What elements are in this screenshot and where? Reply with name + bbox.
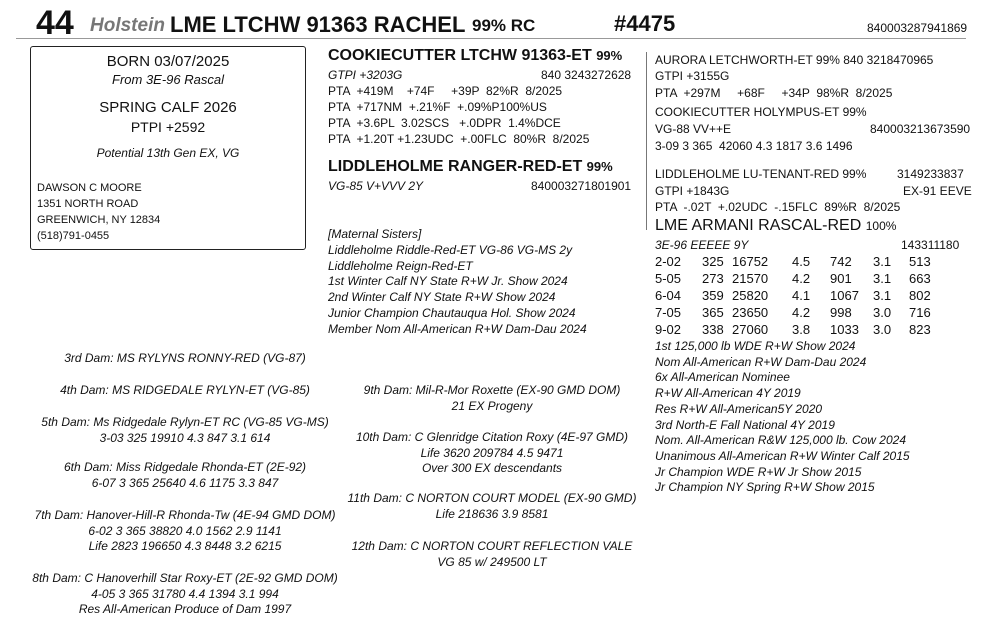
production-cell: 21570 bbox=[732, 271, 769, 286]
production-cell: 3.0 bbox=[873, 305, 892, 320]
ancestor-dam-line: VG 85 w/ 249500 LT bbox=[437, 554, 547, 569]
production-cell: 325 bbox=[702, 254, 724, 269]
production-cell: 25820 bbox=[732, 288, 769, 303]
ancestor-dam-line: 9th Dam: Mil-R-Mor Roxette (EX-90 GMD DOM) bbox=[363, 383, 621, 397]
production-cell: 4.2 bbox=[792, 271, 811, 286]
header-divider bbox=[16, 38, 966, 39]
ancestor-dam-line: Life 3620 209784 4.5 9471 bbox=[420, 445, 564, 460]
production-row bbox=[655, 253, 939, 270]
maternal-sister-line: 2nd Winter Calf NY State R+W Show 2024 bbox=[328, 290, 556, 305]
production-cell: 3.1 bbox=[873, 271, 892, 286]
production-row bbox=[655, 287, 939, 304]
sire-dam-name: COOKIECUTTER HOLYMPUS-ET 99% bbox=[655, 105, 867, 119]
award-line: Unanimous All-American R+W Winter Calf 2015 bbox=[655, 448, 910, 463]
ancestor-dam-block bbox=[332, 539, 652, 570]
ancestor-dam-line: 6-07 3 365 25640 4.6 1175 3.3 847 bbox=[91, 475, 279, 490]
sire-reg: 840 3243272628 bbox=[541, 68, 632, 82]
production-cell: 365 bbox=[702, 305, 724, 320]
calf-class: SPRING CALF 2026 bbox=[99, 99, 237, 116]
ancestor-dam-line: Res All-American Produce of Dam 1997 bbox=[78, 602, 292, 616]
consignor-phone: (518)791-0455 bbox=[37, 230, 110, 242]
production-cell: 3.0 bbox=[873, 322, 892, 337]
ancestor-dam-block bbox=[0, 508, 385, 555]
ancestor-dam-block bbox=[0, 460, 385, 491]
ancestor-dam-block bbox=[332, 430, 652, 477]
ancestor-dam-line: 5th Dam: Ms Ridgedale Rylyn-ET RC (VG-85 VG-MS) bbox=[41, 415, 329, 429]
dam-reference: From 3E-96 Rascal bbox=[112, 72, 224, 87]
ancestor-dam-block bbox=[0, 415, 385, 446]
tag-id: #4475 bbox=[614, 11, 676, 36]
ptpi-value: PTPI +2592 bbox=[130, 119, 206, 135]
ancestor-dam-line: 6th Dam: Miss Ridgedale Rhonda-ET (2E-92) bbox=[63, 460, 307, 474]
maternal-sister-line: 1st Winter Calf NY State R+W Jr. Show 2024 bbox=[328, 274, 568, 289]
ancestor-dam-line: 3-03 325 19910 4.3 847 3.1 614 bbox=[99, 430, 271, 445]
dam-reg: 143311180 bbox=[901, 238, 960, 252]
ancestor-dam-block bbox=[0, 383, 385, 399]
animal-name: LME LTCHW 91363 RACHEL bbox=[170, 12, 466, 37]
dam-name bbox=[655, 217, 896, 235]
birth-date: BORN 03/07/2025 bbox=[106, 53, 230, 70]
ancestor-dam-block bbox=[332, 383, 652, 414]
potential-generation: Potential 13th Gen EX, VG bbox=[96, 146, 240, 160]
maternal-sister-line: [Maternal Sisters] bbox=[328, 227, 422, 241]
production-cell: 2-02 bbox=[655, 254, 682, 269]
consignor-name: DAWSON C MOORE bbox=[37, 182, 142, 194]
ancestor-dam-line: 6-02 3 365 38820 4.0 1562 2.9 1141 bbox=[88, 523, 282, 538]
mgs-reg: 840003271801901 bbox=[531, 179, 632, 193]
sire-proof-3: PTA +3.6PL 3.02SCS +.0DPR 1.4%DCE bbox=[328, 116, 561, 130]
dam-production-table bbox=[655, 253, 939, 338]
production-cell: 16752 bbox=[732, 254, 769, 269]
breed-label: Holstein bbox=[90, 15, 165, 36]
production-cell: 1033 bbox=[830, 322, 859, 337]
maternal-sister-line: Junior Champion Chautauqua Hol. Show 2024 bbox=[328, 305, 576, 320]
maternal-sisters bbox=[328, 227, 587, 338]
award-line: Jr Champion WDE R+W Jr Show 2015 bbox=[655, 464, 862, 479]
maternal-sister-line: Liddleholme Riddle-Red-ET VG-86 VG-MS 2y bbox=[328, 242, 573, 257]
sire-dam-class: VG-88 VV++E bbox=[655, 122, 732, 136]
pedigree-divider bbox=[646, 52, 647, 230]
production-cell: 338 bbox=[702, 322, 724, 337]
sire-dam-record: 3-09 3 365 42060 4.3 1817 3.6 1496 bbox=[655, 139, 853, 153]
ancestor-dam-line: 3rd Dam: MS RYLYNS RONNY-RED (VG-87) bbox=[64, 351, 306, 365]
production-cell: 901 bbox=[830, 271, 852, 286]
sire-proof-4: PTA +1.20T +1.23UDC +.00FLC 80%R 8/2025 bbox=[328, 132, 590, 146]
ancestor-dam-line: 12th Dam: C NORTON COURT REFLECTION VALE bbox=[351, 539, 633, 553]
production-cell: 3.8 bbox=[792, 322, 811, 337]
production-cell: 23650 bbox=[732, 305, 769, 320]
production-row bbox=[655, 270, 939, 287]
award-line: 1st 125,000 lb WDE R+W Show 2024 bbox=[655, 339, 856, 353]
ancestor-dam-block bbox=[332, 491, 652, 522]
sire-proof-1: PTA +419M +74F +39P 82%R 8/2025 bbox=[328, 84, 563, 98]
mgs-sire-reg: 3149233837 bbox=[897, 167, 964, 181]
registration-number: 840003287941869 bbox=[867, 21, 968, 35]
production-cell: 742 bbox=[830, 254, 852, 269]
ancestor-dam-line: Life 2823 196650 4.3 8448 3.2 6215 bbox=[88, 539, 282, 553]
production-cell: 3.1 bbox=[873, 288, 892, 303]
sire-sire-name: AURORA LETCHWORTH-ET 99% 840 3218470965 bbox=[655, 53, 934, 67]
mgs-class: VG-85 V+VVV 2Y bbox=[328, 179, 424, 193]
award-line: Res R+W All-American5Y 2020 bbox=[655, 401, 823, 416]
info-box bbox=[30, 46, 306, 250]
ancestor-dam-line: Over 300 EX descendants bbox=[421, 461, 563, 475]
production-cell: 1067 bbox=[830, 288, 859, 303]
sire-gtpi: GTPI +3203G bbox=[328, 68, 403, 82]
mgs-sire-name: LIDDLEHOLME LU-TENANT-RED 99% bbox=[655, 167, 867, 181]
consignor-city: GREENWICH, NY 12834 bbox=[37, 214, 161, 226]
ancestor-dam-block bbox=[0, 351, 385, 367]
sire-name-text: COOKIECUTTER LTCHW 91363-ET bbox=[328, 47, 592, 64]
maternal-sister-line: Member Nom All-American R+W Dam-Dau 2024 bbox=[328, 321, 587, 336]
sire-sire-gtpi: GTPI +3155G bbox=[655, 69, 730, 83]
award-line: Nom. All-American R&W 125,000 lb. Cow 2024 bbox=[655, 433, 906, 448]
ancestor-dam-line: 10th Dam: C Glenridge Citation Roxy (4E-97 GMD) bbox=[355, 430, 629, 444]
ancestor-dam-block bbox=[0, 571, 385, 618]
production-cell: 273 bbox=[702, 271, 724, 286]
production-cell: 823 bbox=[909, 322, 931, 337]
sire-pct: 99% bbox=[596, 48, 623, 63]
dam-name-text: LME ARMANI RASCAL-RED bbox=[655, 217, 862, 234]
mgs-name bbox=[328, 158, 613, 176]
production-cell: 9-02 bbox=[655, 322, 682, 337]
production-cell: 27060 bbox=[732, 322, 769, 337]
ancestor-dam-line: 11th Dam: C NORTON COURT MODEL (EX-90 GMD) bbox=[347, 491, 637, 505]
ancestor-dam-line: 21 EX Progeny bbox=[451, 398, 533, 413]
dam-pct: 100% bbox=[865, 219, 897, 233]
mgs-sire-pta: PTA -.02T +.02UDC -.15FLC 89%R 8/2025 bbox=[655, 200, 901, 214]
production-cell: 5-05 bbox=[655, 271, 682, 286]
production-cell: 663 bbox=[909, 271, 931, 286]
production-cell: 359 bbox=[702, 288, 724, 303]
consignor-street: 1351 NORTH ROAD bbox=[37, 198, 139, 210]
award-line: Nom All-American R+W Dam-Dau 2024 bbox=[655, 354, 867, 369]
award-line: 6x All-American Nominee bbox=[655, 370, 790, 385]
production-cell: 6-04 bbox=[655, 288, 682, 303]
production-cell: 3.1 bbox=[873, 254, 892, 269]
production-cell: 513 bbox=[909, 254, 931, 269]
production-cell: 716 bbox=[909, 305, 931, 320]
mgs-name-text: LIDDLEHOLME RANGER-RED-ET bbox=[328, 158, 583, 175]
production-cell: 998 bbox=[830, 305, 852, 320]
award-line: 3rd North-E Fall National 4Y 2019 bbox=[655, 417, 835, 432]
animal-percentage: 99% RC bbox=[472, 16, 536, 35]
ancestor-dam-line: 4th Dam: MS RIDGEDALE RYLYN-ET (VG-85) bbox=[60, 383, 310, 397]
mgs-sire-gtpi: GTPI +1843G bbox=[655, 184, 730, 198]
production-cell: 7-05 bbox=[655, 305, 682, 320]
sire-name bbox=[328, 47, 622, 65]
lot-number: 44 bbox=[36, 4, 74, 42]
production-row bbox=[655, 321, 939, 338]
ancestor-dam-line: Life 218636 3.9 8581 bbox=[435, 506, 549, 521]
production-cell: 4.2 bbox=[792, 305, 811, 320]
production-cell: 4.1 bbox=[792, 288, 811, 303]
ancestor-dam-line: 4-05 3 365 31780 4.4 1394 3.1 994 bbox=[91, 586, 279, 601]
award-line: Jr Champion NY Spring R+W Show 2015 bbox=[655, 480, 875, 495]
award-line: R+W All-American 4Y 2019 bbox=[655, 386, 801, 401]
ancestor-dam-line: 8th Dam: C Hanoverhill Star Roxy-ET (2E-92 GMD DOM) bbox=[32, 571, 338, 585]
mgs-pct: 99% bbox=[586, 159, 613, 174]
dam-awards bbox=[655, 339, 910, 496]
sire-sire-pta: PTA +297M +68F +34P 98%R 8/2025 bbox=[655, 86, 893, 100]
sire-dam-reg: 840003213673590 bbox=[870, 122, 971, 136]
dam-class: 3E-96 EEEEE 9Y bbox=[655, 238, 749, 252]
production-row bbox=[655, 304, 939, 321]
mgs-sire-class: EX-91 EEVE bbox=[903, 184, 972, 198]
production-cell: 4.5 bbox=[792, 254, 811, 269]
sire-proof-2: PTA +717NM +.21%F +.09%P100%US bbox=[328, 100, 547, 114]
maternal-sister-line: Liddleholme Reign-Red-ET bbox=[328, 258, 473, 273]
production-cell: 802 bbox=[909, 288, 931, 303]
ancestor-dam-line: 7th Dam: Hanover-Hill-R Rhonda-Tw (4E-94 GMD DOM) bbox=[34, 508, 336, 522]
